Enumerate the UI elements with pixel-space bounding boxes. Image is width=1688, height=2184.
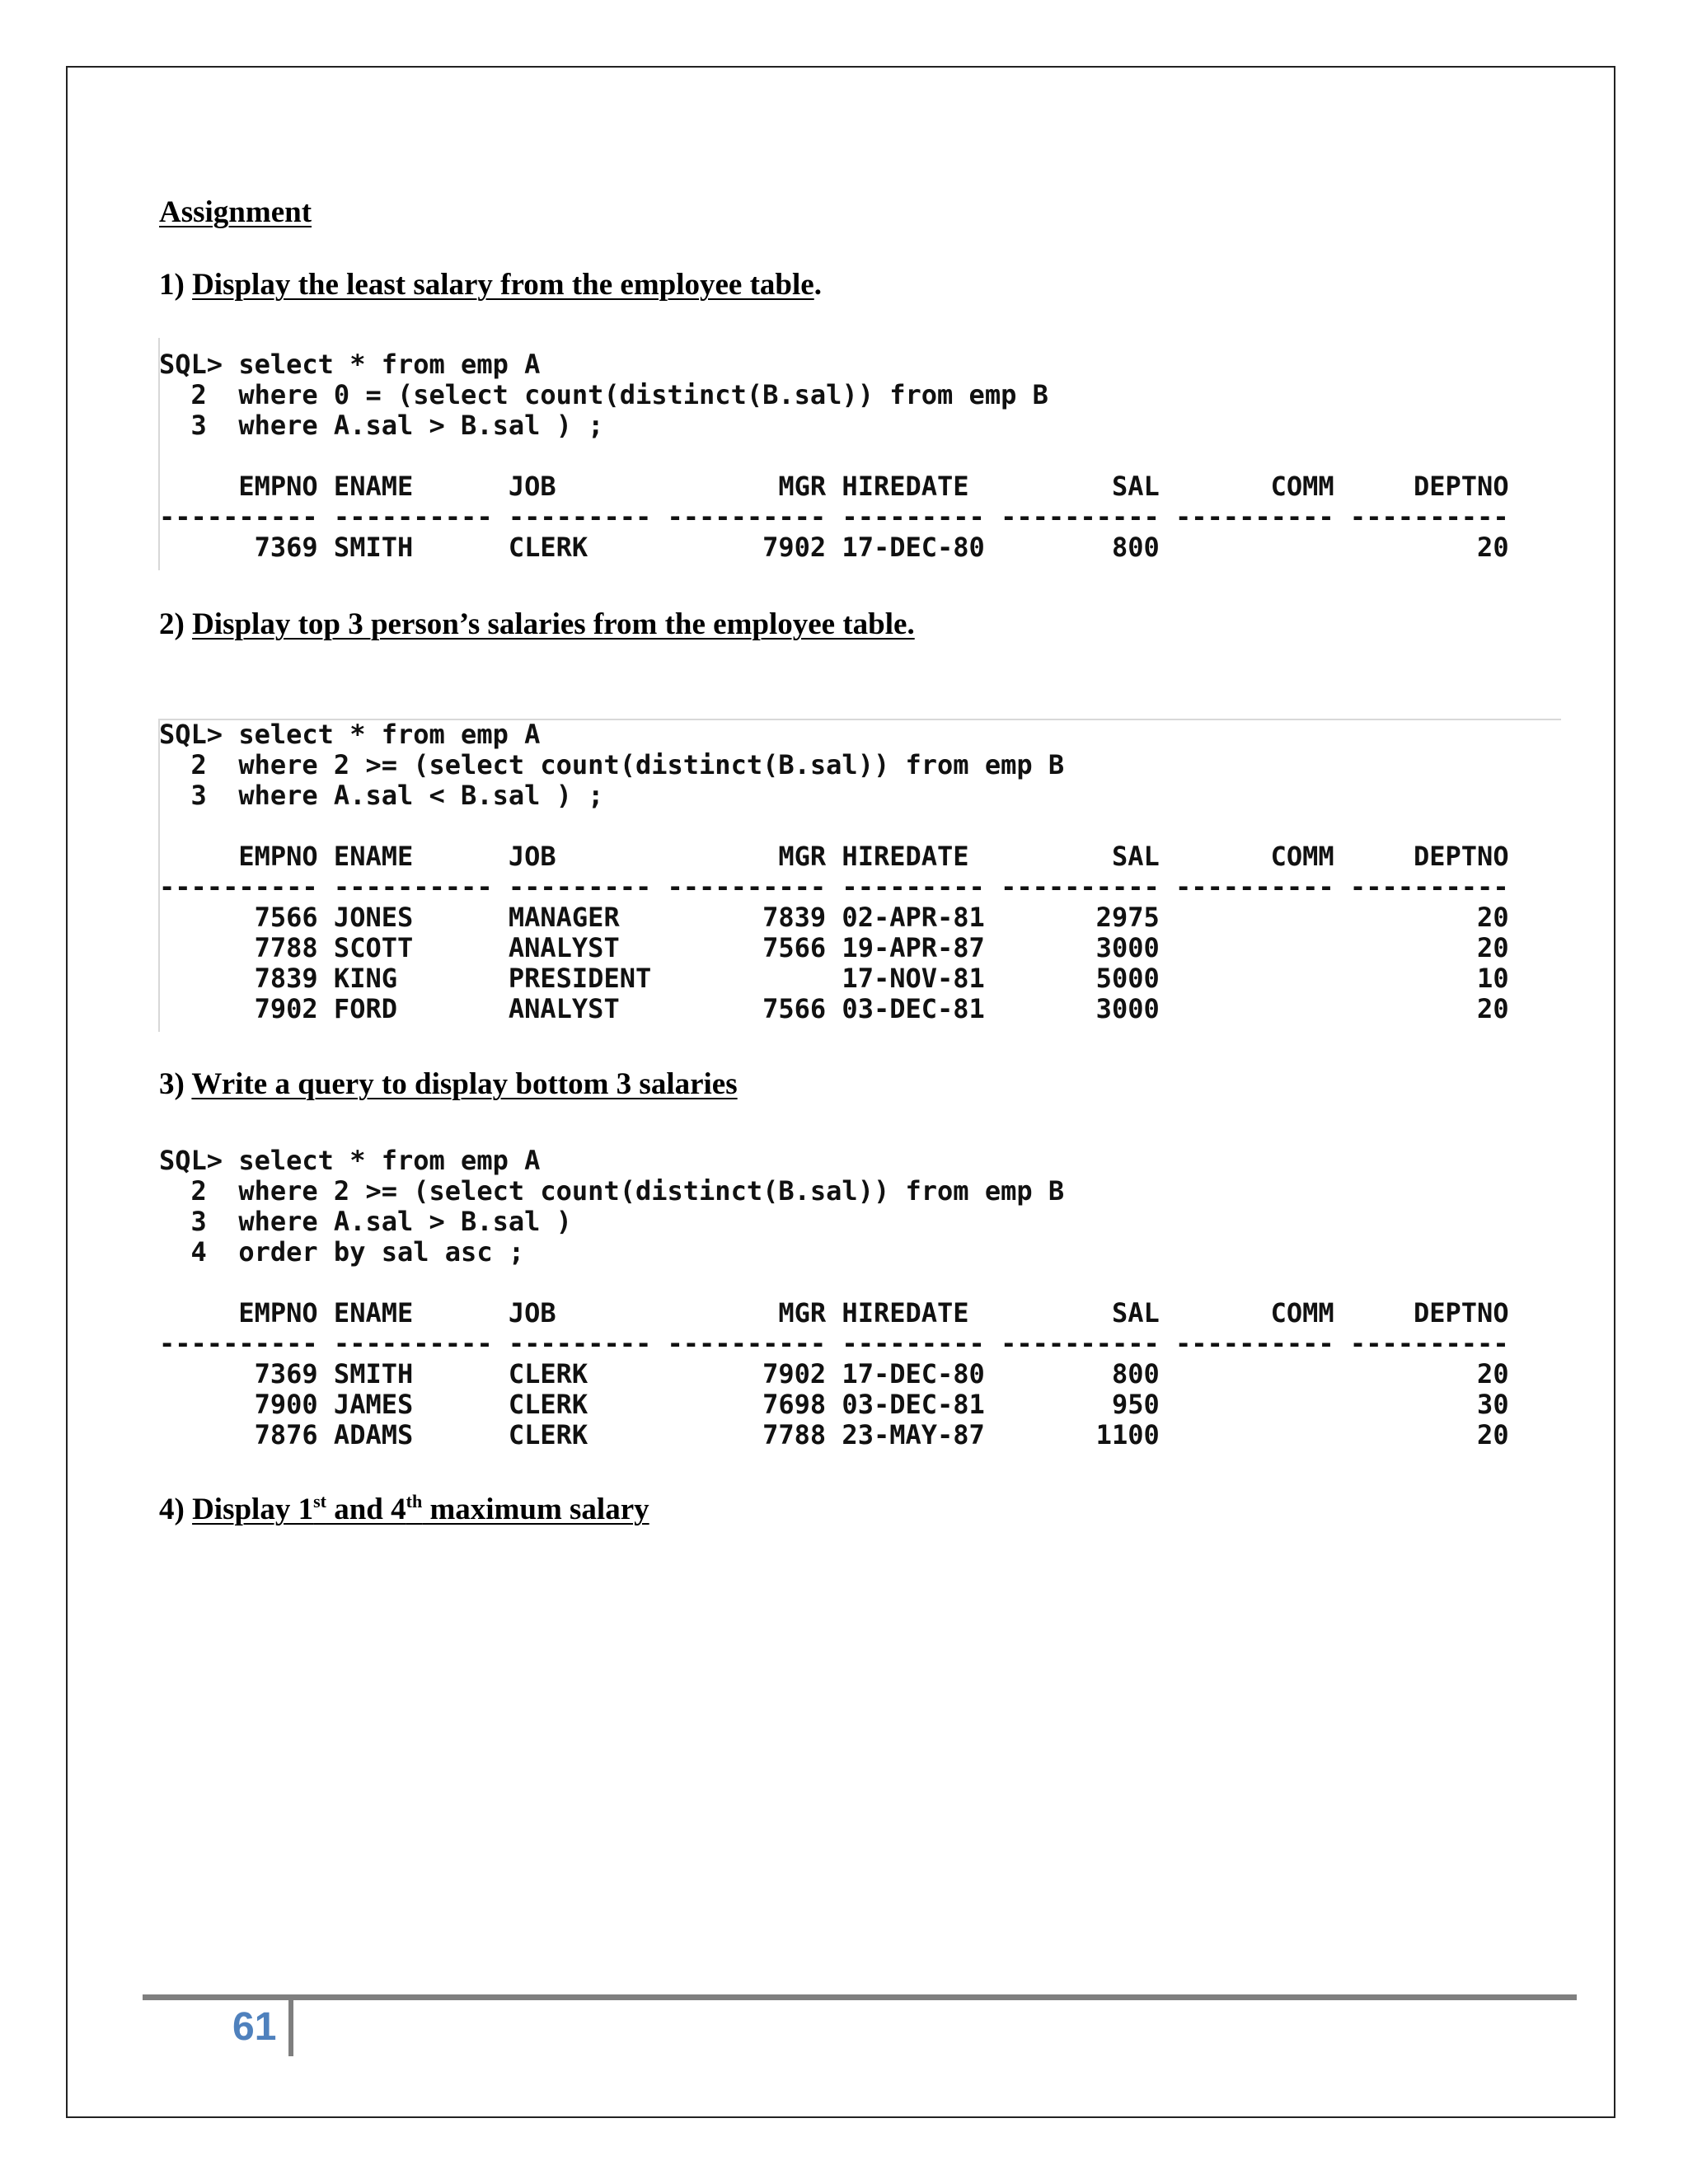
result-divider: ---------- ---------- --------- ---------- --------- ---------- ---------- ---------- [159, 871, 1509, 902]
sql-output-1 [159, 349, 1509, 563]
result-header: EMPNO ENAME JOB MGR HIREDATE SAL COMM DEPTNO [159, 841, 1509, 872]
page-number: 61 [232, 2005, 277, 2049]
question-number: 2) [159, 607, 185, 641]
question-number: 3) [159, 1067, 185, 1101]
sql-line: SQL> select * from emp A [159, 349, 541, 380]
sql-line: 2 where 0 = (select count(distinct(B.sal)) from emp B [159, 379, 1048, 410]
question-3-heading [159, 1066, 738, 1102]
result-row: 7839 KING PRESIDENT 17-NOV-81 5000 10 [159, 963, 1509, 994]
result-header: EMPNO ENAME JOB MGR HIREDATE SAL COMM DEPTNO [159, 471, 1509, 502]
result-divider: ---------- ---------- --------- ---------- --------- ---------- ---------- ---------- [159, 1328, 1509, 1359]
question-4-heading [159, 1492, 649, 1527]
sql-line: 3 where A.sal > B.sal ) ; [159, 410, 604, 441]
sql-output-3 [159, 1146, 1509, 1451]
sql-line: 4 order by sal asc ; [159, 1236, 525, 1268]
question-1-heading [159, 267, 822, 302]
sql-line: SQL> select * from emp A [159, 1145, 541, 1176]
sql-line: 3 where A.sal < B.sal ) ; [159, 780, 604, 811]
result-row: 7369 SMITH CLERK 7902 17-DEC-80 800 20 [159, 1358, 1509, 1390]
result-divider: ---------- ---------- --------- ---------- --------- ---------- ---------- ---------- [159, 501, 1509, 532]
sql-line: 2 where 2 >= (select count(distinct(B.sal)) from emp B [159, 749, 1065, 780]
question-title: Display top 3 person’s salaries from the employee table. [192, 607, 915, 641]
question-number: 1) [159, 268, 185, 302]
sql-line: 2 where 2 >= (select count(distinct(B.sal)) from emp B [159, 1175, 1065, 1207]
question-2-heading [159, 607, 915, 642]
question-suffix: . [814, 268, 822, 302]
question-number: 4) [159, 1493, 185, 1526]
result-row: 7902 FORD ANALYST 7566 03-DEC-81 3000 20 [159, 993, 1509, 1024]
question-title: Write a query to display bottom 3 salaries [191, 1067, 738, 1101]
sql-output-2 [159, 719, 1509, 1024]
result-header: EMPNO ENAME JOB MGR HIREDATE SAL COMM DEPTNO [159, 1297, 1509, 1329]
assignment-title: Assignment [159, 195, 312, 229]
question-title: Display the least salary from the employee table [192, 268, 814, 302]
result-row: 7788 SCOTT ANALYST 7566 19-APR-87 3000 20 [159, 932, 1509, 963]
result-row: 7369 SMITH CLERK 7902 17-DEC-80 800 20 [159, 532, 1509, 563]
footer-rule [143, 1994, 1577, 2000]
sql-line: SQL> select * from emp A [159, 719, 541, 750]
result-row: 7876 ADAMS CLERK 7788 23-MAY-87 1100 20 [159, 1419, 1509, 1451]
question-title: Display 1st and 4th maximum salary [192, 1491, 649, 1526]
result-row: 7900 JAMES CLERK 7698 03-DEC-81 950 30 [159, 1389, 1509, 1420]
footer-divider [288, 2000, 293, 2056]
sql-line: 3 where A.sal > B.sal ) [159, 1206, 572, 1237]
result-row: 7566 JONES MANAGER 7839 02-APR-81 2975 20 [159, 902, 1509, 933]
